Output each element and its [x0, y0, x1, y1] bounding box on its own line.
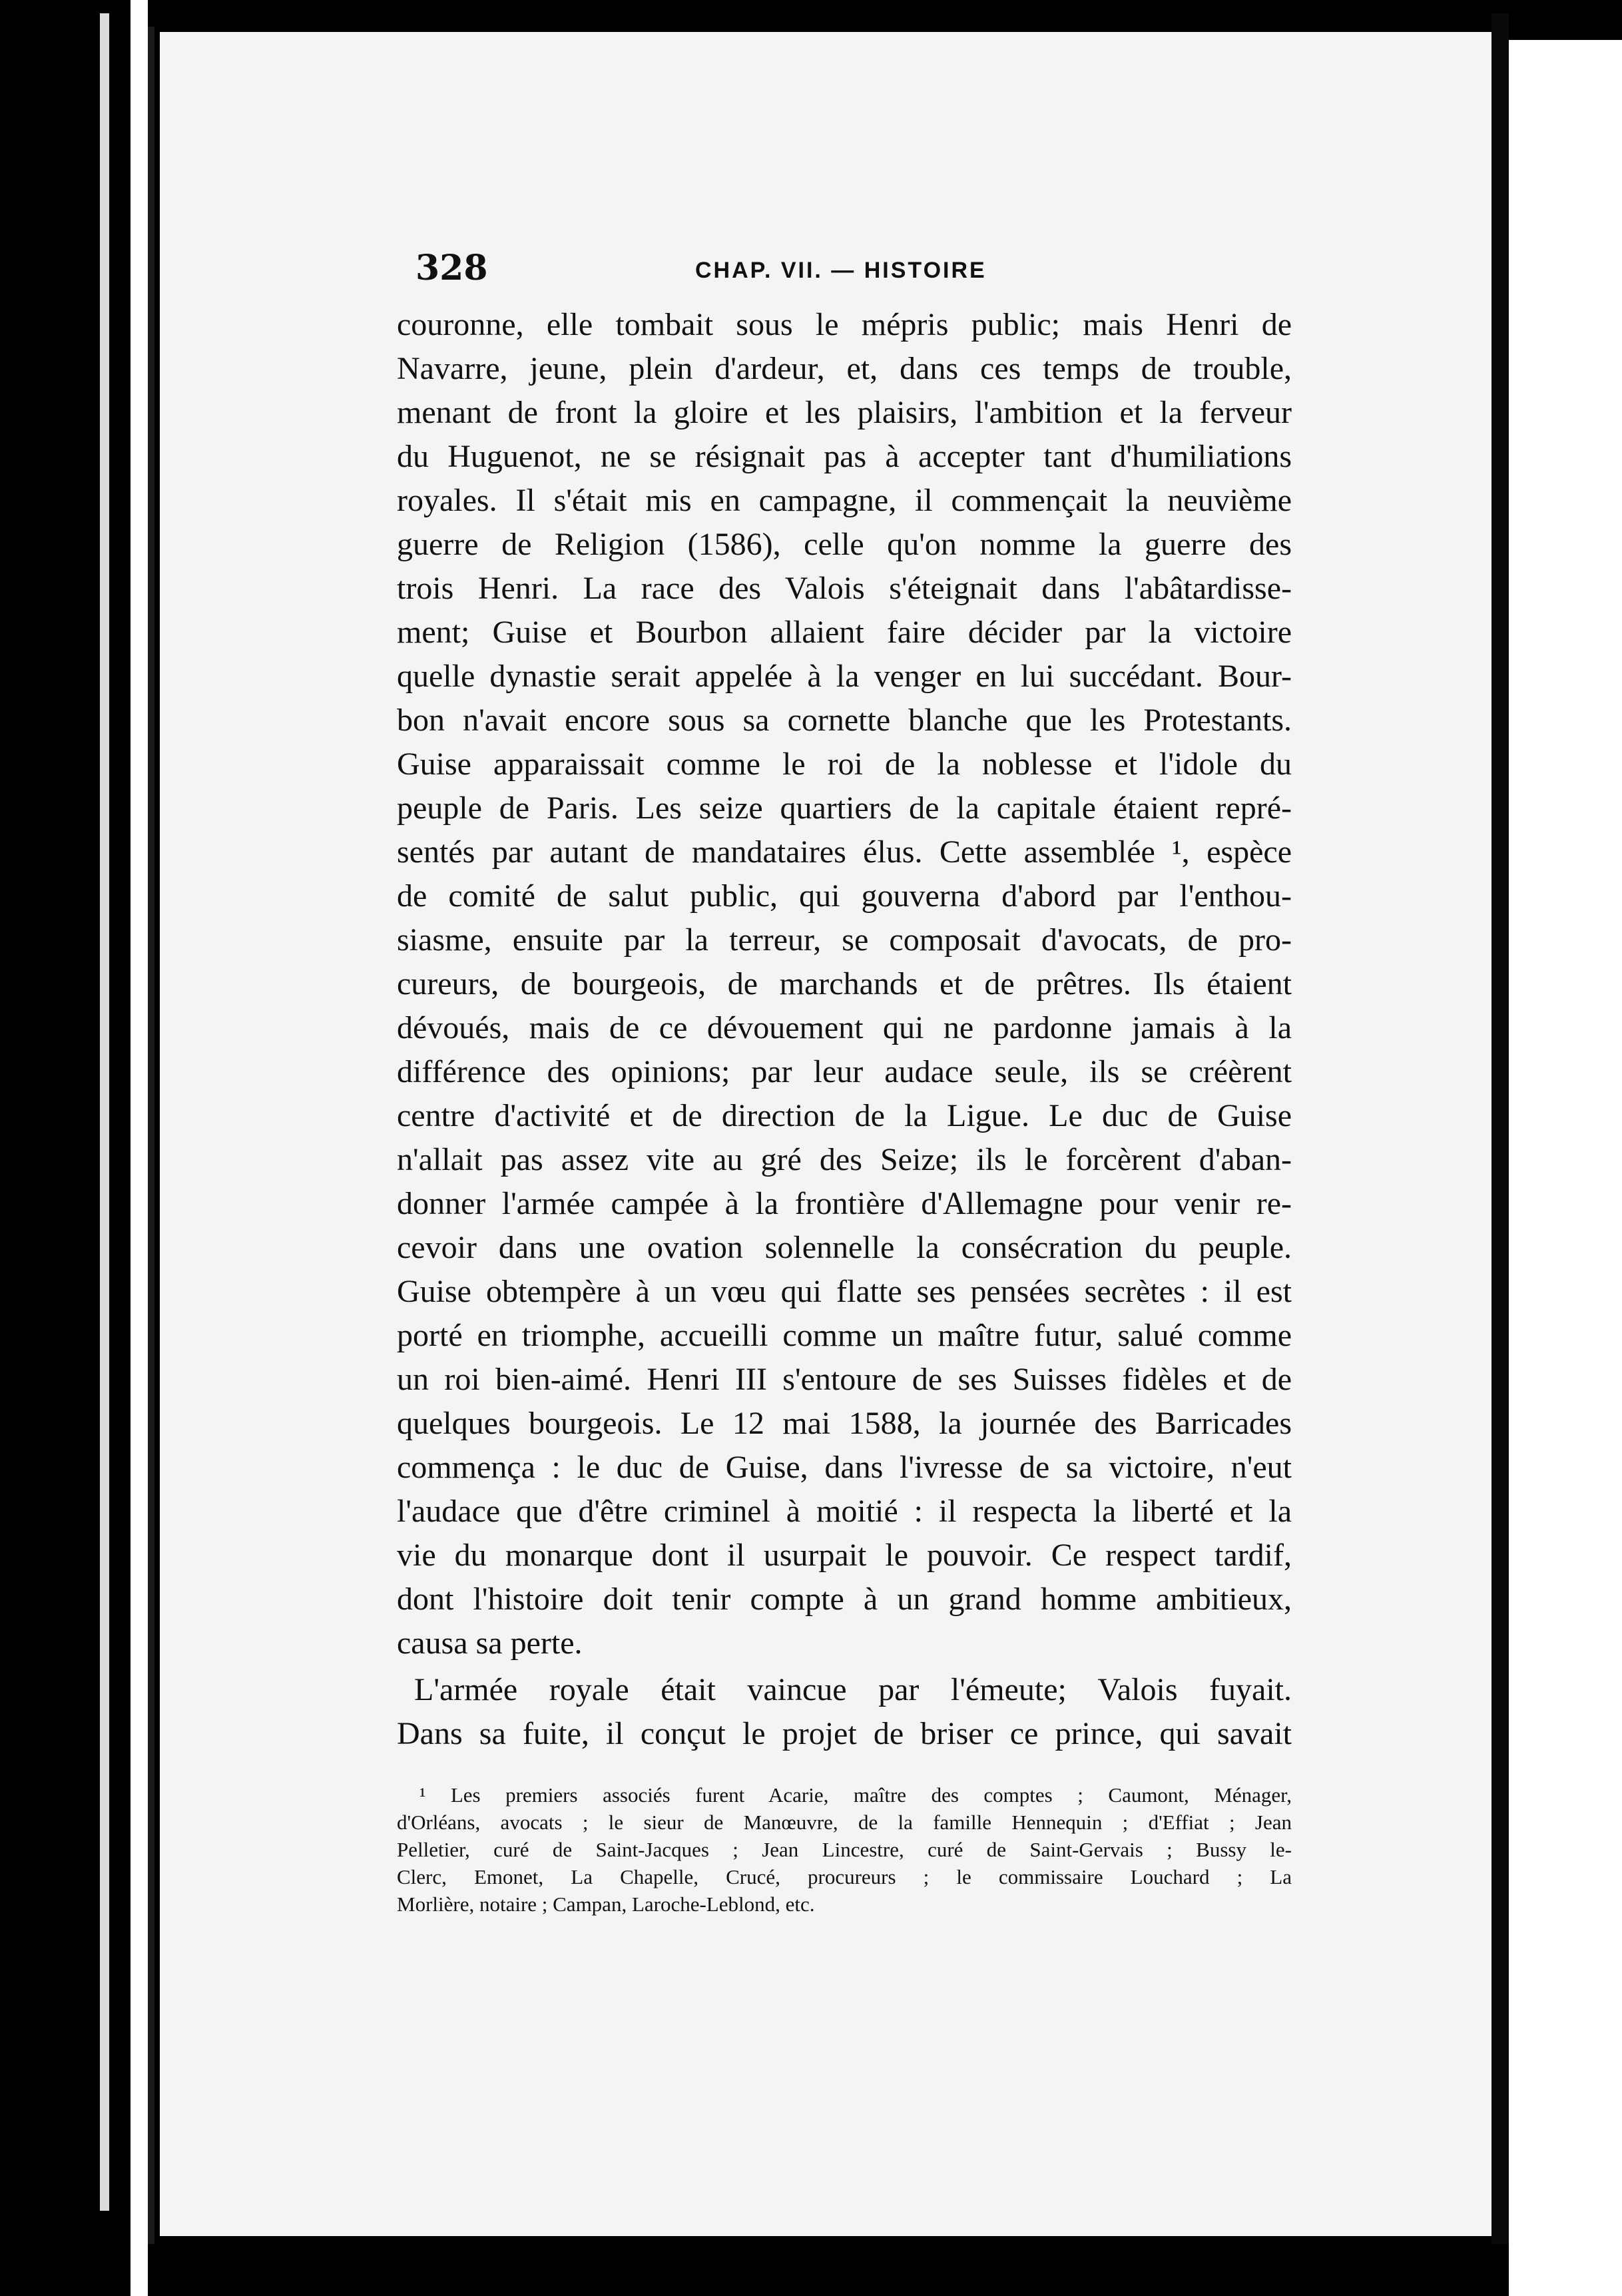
text-line: couronne, elle tombait sous le mépris public; mais Henri de	[397, 307, 1292, 342]
footnote-line: ¹ Les premiers associés furent Acarie, maître des comptes ; Caumont, Ménager,	[419, 1783, 1292, 1807]
text-line: du Huguenot, ne se résignait pas à accepter tant d'humiliations	[397, 439, 1292, 474]
text-line: cevoir dans une ovation solennelle la consécration du peuple.	[397, 1230, 1292, 1265]
body-text	[397, 303, 1292, 1756]
running-head	[415, 245, 1301, 292]
text-line: guerre de Religion (1586), celle qu'on nomme la guerre des	[397, 527, 1292, 562]
text-line: quelques bourgeois. Le 12 mai 1588, la journée des Barricades	[397, 1406, 1292, 1441]
text-line: Navarre, jeune, plein d'ardeur, et, dans ces temps de trouble,	[397, 351, 1292, 386]
footnote-line: Clerc, Emonet, La Chapelle, Crucé, procureurs ; le commissaire Louchard ; La	[397, 1865, 1292, 1888]
footnote-line: Pelletier, curé de Saint-Jacques ; Jean Lincestre, curé de Saint-Gervais ; Bussy le-	[397, 1838, 1292, 1861]
text-line: bon n'avait encore sous sa cornette blanche que les Protestants.	[397, 703, 1292, 738]
running-title: CHAP. VII. — HISTOIRE	[695, 258, 987, 283]
text-line: sentés par autant de mandataires élus. Cette assemblée ¹, espèce	[397, 834, 1292, 870]
footnote-line: d'Orléans, avocats ; le sieur de Manœuvre, de la famille Hennequin ; d'Effiat ; Jean	[397, 1811, 1292, 1834]
text-line: menant de front la gloire et les plaisirs, l'ambition et la ferveur	[397, 395, 1292, 430]
text-line: de comité de salut public, qui gouverna d'abord par l'enthou-	[397, 878, 1292, 914]
text-line: trois Henri. La race des Valois s'éteignait dans l'abâtardisse-	[397, 571, 1292, 606]
text-line: dévoués, mais de ce dévouement qui ne pardonne jamais à la	[397, 1010, 1292, 1045]
text-line: un roi bien-aimé. Henri III s'entoure de ses Suisses fidèles et de	[397, 1362, 1292, 1397]
text-line: dont l'histoire doit tenir compte à un grand homme ambitieux,	[397, 1581, 1292, 1617]
text-line: donner l'armée campée à la frontière d'Allemagne pour venir re-	[397, 1186, 1292, 1221]
book-edge-left	[100, 13, 109, 2211]
footnote-line: Morlière, notaire ; Campan, Laroche-Leblond, etc.	[397, 1892, 815, 1916]
text-line: cureurs, de bourgeois, de marchands et de prêtres. Ils étaient	[397, 966, 1292, 1002]
text-line: vie du monarque dont il usurpait le pouvoir. Ce respect tardif,	[397, 1538, 1292, 1573]
text-line: centre d'activité et de direction de la Ligue. Le duc de Guise	[397, 1098, 1292, 1133]
text-line: quelle dynastie serait appelée à la venger en lui succédant. Bour-	[397, 659, 1292, 694]
text-line: différence des opinions; par leur audace seule, ils se créèrent	[397, 1054, 1292, 1089]
scan-bottom-border	[160, 2236, 1491, 2296]
text-line: royales. Il s'était mis en campagne, il commençait la neuvième	[397, 483, 1292, 518]
page-number: 328	[415, 248, 488, 288]
text-line: Guise apparaissait comme le roi de la noblesse et l'idole du	[397, 746, 1292, 782]
text-line: L'armée royale était vaincue par l'émeute; Valois fuyait.	[414, 1672, 1292, 1707]
book-gutter	[1491, 13, 1509, 2244]
text-line: commença : le duc de Guise, dans l'ivresse de sa victoire, n'eut	[397, 1450, 1292, 1485]
text-line: causa sa perte.	[397, 1625, 583, 1661]
text-line: l'audace que d'être criminel à moitié : il respecta la liberté et la	[397, 1494, 1292, 1529]
text-line: Guise obtempère à un vœu qui flatte ses pensées secrètes : il est	[397, 1274, 1292, 1309]
facing-page-edge	[1509, 40, 1622, 2296]
text-line: peuple de Paris. Les seize quartiers de la capitale étaient repré-	[397, 790, 1292, 826]
text-line: porté en triomphe, accueilli comme un maître futur, salué comme	[397, 1318, 1292, 1353]
footnote	[397, 1781, 1292, 1918]
text-line: Dans sa fuite, il conçut le projet de briser ce prince, qui savait	[397, 1716, 1292, 1751]
book-edge-page-stack	[131, 0, 148, 2296]
text-line: ment; Guise et Bourbon allaient faire décider par la victoire	[397, 615, 1292, 650]
text-line: siasme, ensuite par la terreur, se composait d'avocats, de pro-	[397, 922, 1292, 958]
book-edge-shadow	[148, 27, 154, 2244]
text-line: n'allait pas assez vite au gré des Seize; ils le forcèrent d'aban-	[397, 1142, 1292, 1177]
